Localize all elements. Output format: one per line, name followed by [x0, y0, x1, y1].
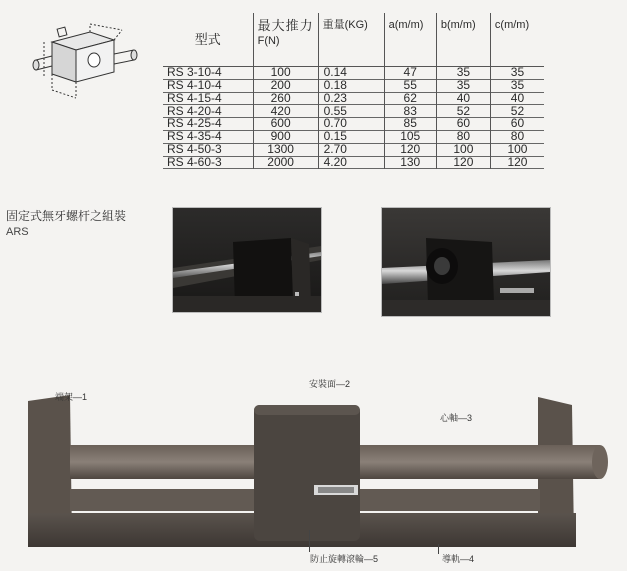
drive-carriage — [254, 405, 360, 541]
table-cell: 0.55 — [318, 105, 384, 118]
header-model: 型式 — [163, 13, 253, 67]
table-cell: 52 — [510, 103, 525, 118]
table-cell: RS 3-10-4 — [163, 67, 253, 80]
table-cell: 40 — [510, 90, 525, 105]
table-cell: 35 — [436, 79, 490, 92]
table-cell: 420 — [253, 105, 318, 118]
table-cell: 0.18 — [318, 79, 384, 92]
table-cell: 105 — [384, 130, 436, 143]
header-b: b(m/m) — [436, 13, 490, 67]
table-cell: RS 4-50-3 — [163, 143, 253, 156]
leader-line — [438, 544, 439, 554]
table-cell: 35 — [436, 67, 490, 80]
table-cell: 47 — [384, 67, 436, 80]
callout-anti-rotation-wheel: 防止旋轉滾輪—5 — [310, 554, 379, 564]
table-cell: 2.70 — [318, 143, 384, 156]
table-cell: 120 — [507, 154, 528, 169]
assembly-photo-right — [381, 207, 551, 317]
table-cell: 120 — [384, 143, 436, 156]
header-weight: 重量(KG) — [318, 13, 384, 67]
table-cell: 40 — [436, 92, 490, 105]
header-max-force-label: 最大推力 — [257, 18, 314, 33]
spec-table — [163, 13, 544, 169]
table-header-row — [163, 13, 544, 67]
callout-mount-face: 安裝面—2 — [309, 379, 351, 389]
table-cell: 80 — [436, 130, 490, 143]
table-cell: 55 — [384, 79, 436, 92]
table-cell: RS 4-15-4 — [163, 92, 253, 105]
table-cell: 35 — [510, 77, 525, 92]
table-cell: 130 — [384, 156, 436, 169]
table-row — [163, 92, 544, 105]
table-cell: RS 4-10-4 — [163, 79, 253, 92]
assembly-diagram — [28, 395, 627, 555]
section-title: 固定式無牙螺杆之組裝 — [6, 209, 127, 223]
drive-unit-sketch — [30, 20, 140, 102]
table-cell: 4.20 — [318, 156, 384, 169]
table-cell: 900 — [253, 130, 318, 143]
header-c: c(m/m) — [494, 19, 530, 31]
header-a: a(m/m) — [384, 13, 436, 67]
table-cell: 80 — [510, 129, 525, 144]
table-cell: 2000 — [253, 156, 318, 169]
table-cell: 0.14 — [318, 67, 384, 80]
table-cell: 0.23 — [318, 92, 384, 105]
table-cell: 1300 — [253, 143, 318, 156]
header-max-force-unit: F(N) — [257, 34, 280, 47]
callout-bracket: 端架—1 — [55, 392, 88, 402]
table-cell: RS 4-20-4 — [163, 105, 253, 118]
table-row — [163, 156, 544, 169]
table-cell: 62 — [384, 92, 436, 105]
table-cell: 0.70 — [318, 118, 384, 131]
table-cell: 260 — [253, 92, 318, 105]
table-cell: 52 — [436, 105, 490, 118]
callout-rail: 導軌—4 — [442, 554, 475, 564]
leader-line — [309, 530, 310, 552]
table-cell: 60 — [510, 116, 525, 131]
header-max-force — [253, 13, 318, 67]
table-cell: 60 — [436, 118, 490, 131]
table-cell: 100 — [436, 143, 490, 156]
table-cell: RS 4-35-4 — [163, 130, 253, 143]
table-cell: RS 4-25-4 — [163, 118, 253, 131]
table-cell: 0.15 — [318, 130, 384, 143]
section-code: ARS — [6, 226, 29, 238]
assembly-photo-left — [172, 207, 322, 313]
table-cell: 200 — [253, 79, 318, 92]
table-cell: 100 — [253, 67, 318, 80]
table-cell: 100 — [507, 141, 528, 156]
table-cell: 120 — [436, 156, 490, 169]
table-cell: 83 — [384, 105, 436, 118]
table-cell: 600 — [253, 118, 318, 131]
table-cell: RS 4-60-3 — [163, 156, 253, 169]
table-cell: 35 — [510, 65, 525, 80]
callout-shaft: 心軸—3 — [440, 413, 473, 423]
table-cell: 85 — [384, 118, 436, 131]
